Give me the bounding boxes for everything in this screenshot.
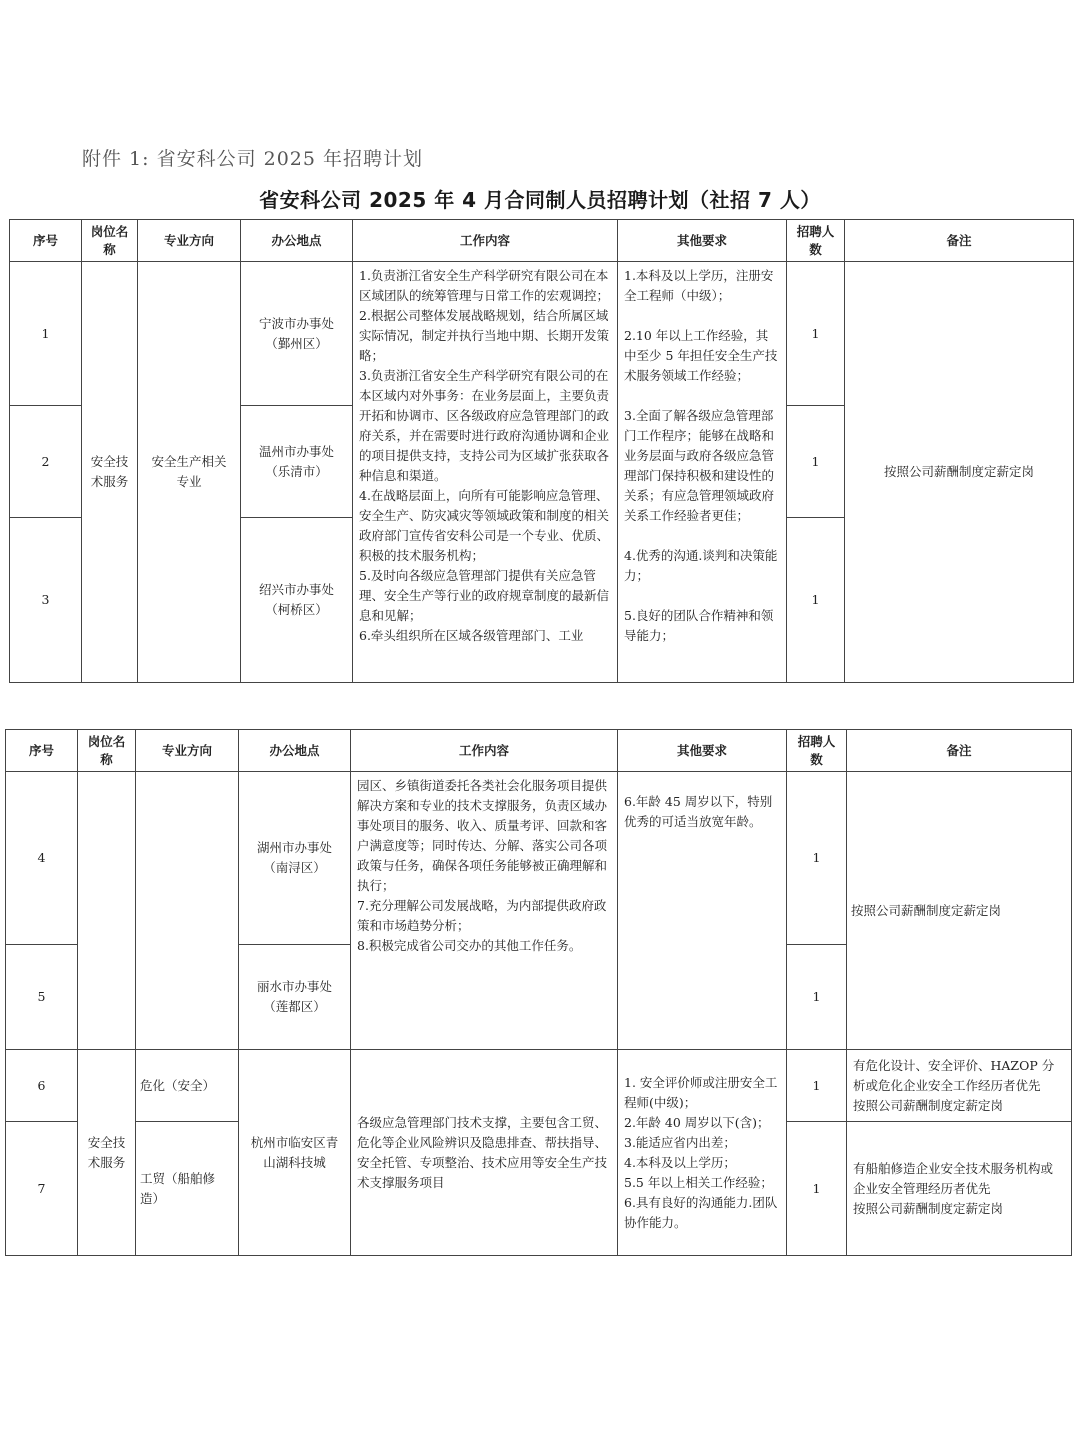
major-cell: 工贸（船舶修 造） — [136, 1122, 239, 1256]
count-cell: 1 — [787, 406, 845, 518]
major-cell-empty — [136, 772, 239, 1050]
header-remarks: 备注 — [845, 220, 1074, 262]
requirements-cell: 1.本科及以上学历，注册安全工程师（中级）； 2.10 年以上工作经验，其中至少 5 年担任安全生产技术服务领域工作经验； 3.全面了解各级应急管理部门工作程序；能够在战略和业务层面与政府各级应急管理部门保持积极和建设性的关系；有应急管理领域政府关系工作经验者更佳； 4.优秀的沟通.谈判和决策能力； 5.良好的团队合作精神和领导能力； — [618, 262, 787, 683]
header-count: 招聘人 数 — [787, 220, 845, 262]
location-cell: 宁波市办事处 （鄞州区） — [241, 262, 353, 406]
count-cell: 1 — [787, 1050, 847, 1122]
major-cell: 安全生产相关 专业 — [138, 262, 241, 683]
requirements-cell: 6.年龄 45 周岁以下，特别优秀的可适当放宽年龄。 — [618, 772, 787, 1050]
table-row — [6, 1050, 1072, 1122]
header-seq: 序号 — [6, 730, 78, 772]
seq-cell: 3 — [10, 518, 82, 683]
header-location: 办公地点 — [239, 730, 351, 772]
seq-cell: 2 — [10, 406, 82, 518]
count-cell: 1 — [787, 1122, 847, 1256]
count-cell: 1 — [787, 518, 845, 683]
requirements-cell: 1. 安全评价师或注册安全工程师(中级)； 2.年龄 40 周岁以下(含)； 3.能适应省内出差； 4.本科及以上学历； 5.5 年以上相关工作经验； 6.具有良好的沟通能力.团队协作能力。 — [618, 1050, 787, 1256]
header-position: 岗位名 称 — [78, 730, 136, 772]
header-requirements: 其他要求 — [618, 220, 787, 262]
duties-cell: 各级应急管理部门技术支撑，主要包含工贸、危化等企业风险辨识及隐患排查、帮扶指导、安全托管、专项整治、技术应用等安全生产技术支撑服务项目 — [351, 1050, 618, 1256]
attachment-label: 附件 1: 省安科公司 2025 年招聘计划 — [82, 148, 424, 170]
header-major: 专业方向 — [136, 730, 239, 772]
recruitment-table-part-2 — [5, 729, 1072, 1256]
table-row — [6, 772, 1072, 945]
duties-cell: 1.负责浙江省安全生产科学研究有限公司在本区域团队的统筹管理与日常工作的宏观调控； 2.根据公司整体发展战略规划，结合所属区域实际情况，制定并执行当地中期、长期开发策略； 3.负责浙江省安全生产科学研究有限公司的在本区域内对外事务：在业务层面上，主要负责开拓和协调市、区各级政府应急管理部门的政府关系，并在需要时进行政府沟通协调和企业的项目提供支持，支持公司为区域扩张获取各种信息和渠道。 4.在战略层面上，向所有可能影响应急管理、安全生产、防灾减灾等领域政策和制度的相关政府部门宣传省安科公司是一个专业、优质、积极的技术服务机构； 5.及时向各级应急管理部门提供有关应急管理、安全生产等行业的政府规章制度的最新信息和见解； 6.牵头组织所在区域各级管理部门、工业 — [353, 262, 618, 683]
header-seq: 序号 — [10, 220, 82, 262]
location-cell: 丽水市办事处 （莲都区） — [239, 945, 351, 1050]
position-cell-empty — [78, 772, 136, 1050]
seq-cell: 5 — [6, 945, 78, 1050]
document-title: 省安科公司 2025 年 4 月合同制人员招聘计划（社招 7 人） — [259, 188, 821, 212]
location-cell: 绍兴市办事处 （柯桥区） — [241, 518, 353, 683]
duties-cell: 园区、乡镇街道委托各类社会化服务项目提供解决方案和专业的技术支撑服务，负责区域办事处项目的服务、收入、质量考评、回款和客户满意度等；同时传达、分解、落实公司各项政策与任务，确保各项任务能够被正确理解和执行； 7.充分理解公司发展战略，为内部提供政府政策和市场趋势分析； 8.积极完成省公司交办的其他工作任务。 — [351, 772, 618, 1050]
position-cell: 安全技 术服务 — [78, 1050, 136, 1256]
seq-cell: 6 — [6, 1050, 78, 1122]
count-cell: 1 — [787, 772, 847, 945]
header-duties: 工作内容 — [351, 730, 618, 772]
seq-cell: 4 — [6, 772, 78, 945]
header-row — [6, 730, 1072, 772]
remarks-cell: 按照公司薪酬制度定薪定岗 — [847, 772, 1072, 1050]
count-cell: 1 — [787, 945, 847, 1050]
header-requirements: 其他要求 — [618, 730, 787, 772]
header-major: 专业方向 — [138, 220, 241, 262]
header-location: 办公地点 — [241, 220, 353, 262]
location-cell: 温州市办事处 （乐清市） — [241, 406, 353, 518]
seq-cell: 7 — [6, 1122, 78, 1256]
major-cell: 危化（安全） — [136, 1050, 239, 1122]
header-remarks: 备注 — [847, 730, 1072, 772]
position-cell: 安全技 术服务 — [82, 262, 138, 683]
location-cell: 杭州市临安区青 山湖科技城 — [239, 1050, 351, 1256]
count-cell: 1 — [787, 262, 845, 406]
header-duties: 工作内容 — [353, 220, 618, 262]
header-count: 招聘人 数 — [787, 730, 847, 772]
remarks-cell: 有危化设计、安全评价、HAZOP 分析或危化企业安全工作经历者优先 按照公司薪酬制度定薪定岗 — [847, 1050, 1072, 1122]
location-cell: 湖州市办事处 （南浔区） — [239, 772, 351, 945]
header-position: 岗位名 称 — [82, 220, 138, 262]
remarks-cell: 有船舶修造企业安全技术服务机构或企业安全管理经历者优先 按照公司薪酬制度定薪定岗 — [847, 1122, 1072, 1256]
seq-cell: 1 — [10, 262, 82, 406]
recruitment-table-part-1 — [9, 219, 1074, 683]
header-row — [10, 220, 1074, 262]
table-row — [10, 262, 1074, 406]
remarks-cell: 按照公司薪酬制度定薪定岗 — [845, 262, 1074, 683]
